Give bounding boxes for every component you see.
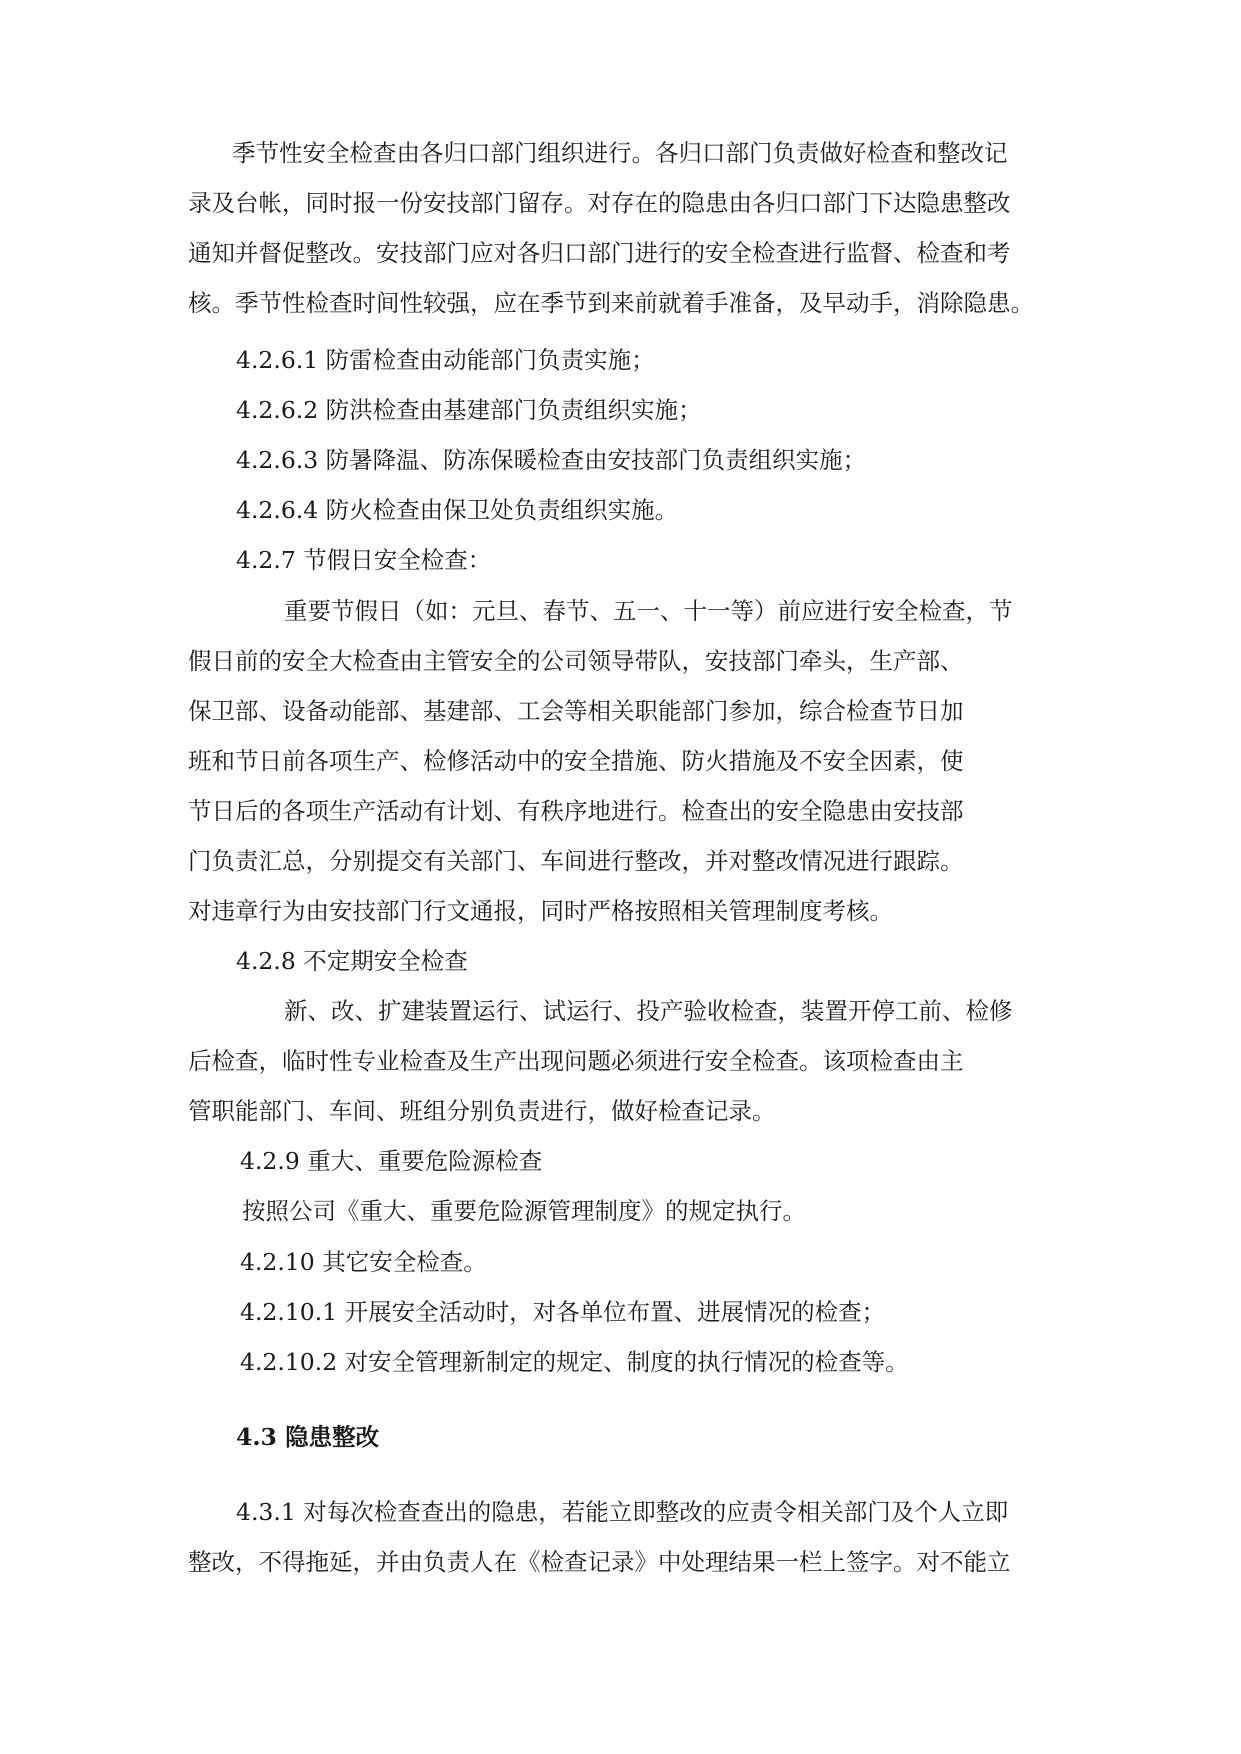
paragraph-holiday-line: 节日后的各项生产活动有计划、有秩序地进行。检查出的安全隐患由安技部 [188,797,964,825]
paragraph-seasonal-line: 录及台帐，同时报一份安技部门留存。对存在的隐患由各归口部门下达隐患整改 [188,189,1011,217]
paragraph-seasonal-line: 通知并督促整改。安技部门应对各归口部门进行的安全检查进行监督、检查和考 [188,239,1011,267]
paragraph-irregular-line: 新、改、扩建装置运行、试运行、投产验收检查，装置开停工前、检修 [284,997,1013,1025]
paragraph-holiday-line: 对违章行为由安技部门行文通报，同时严格按照相关管理制度考核。 [188,897,893,925]
paragraph-irregular-line: 管职能部门、车间、班组分别负责进行，做好检查记录。 [188,1097,776,1125]
section-title: 4.3 隐患整改 [236,1423,380,1451]
paragraph-rectification-line: 整改，不得拖延，并由负责人在《检查记录》中处理结果一栏上签字。对不能立 [188,1548,1011,1576]
paragraph-holiday-line: 保卫部、设备动能部、基建部、工会等相关职能部门参加，综合检查节日加 [188,697,964,725]
list-item-seasonal: 4.2.6.4 防火检查由保卫处负责组织实施。 [236,496,679,524]
paragraph-holiday-line: 假日前的安全大检查由主管安全的公司领导带队，安技部门牵头，生产部、 [188,647,964,675]
paragraph-holiday-line: 班和节日前各项生产、检修活动中的安全措施、防火措施及不安全因素，使 [188,747,964,775]
heading-other: 4.2.10 其它安全检查。 [240,1248,487,1276]
list-item-seasonal: 4.2.6.1 防雷检查由动能部门负责实施； [236,346,655,374]
paragraph-holiday-line: 门负责汇总，分别提交有关部门、车间进行整改，并对整改情况进行跟踪。 [188,847,964,875]
list-item-seasonal: 4.2.6.2 防洪检查由基建部门负责组织实施； [236,396,702,424]
list-item-other: 4.2.10.2 对安全管理新制定的规定、制度的执行情况的检查等。 [240,1348,909,1376]
paragraph-hazard-source: 按照公司《重大、重要危险源管理制度》的规定执行。 [242,1197,806,1225]
list-item-other: 4.2.10.1 开展安全活动时，对各单位布置、进展情况的检查； [240,1298,886,1326]
paragraph-holiday-line: 重要节假日（如：元旦、春节、五一、十一等）前应进行安全检查，节 [284,597,1013,625]
heading-hazard-source: 4.2.9 重大、重要危险源检查 [240,1147,543,1175]
heading-irregular: 4.2.8 不定期安全检查 [236,947,468,975]
list-item-seasonal: 4.2.6.3 防暑降温、防冻保暖检查由安技部门负责组织实施； [236,446,867,474]
paragraph-seasonal-line: 核。季节性检查时间性较强，应在季节到来前就着手准备，及早动手，消除隐患。 [188,289,1034,317]
paragraph-rectification-line: 4.3.1 对每次检查查出的隐患，若能立即整改的应责令相关部门及个人立即 [236,1498,1009,1526]
paragraph-irregular-line: 后检查，临时性专业检查及生产出现问题必须进行安全检查。该项检查由主 [188,1047,964,1075]
heading-holiday: 4.2.7 节假日安全检查： [236,546,492,574]
paragraph-seasonal-line: 季节性安全检查由各归口部门组织进行。各归口部门负责做好检查和整改记 [232,139,1008,167]
